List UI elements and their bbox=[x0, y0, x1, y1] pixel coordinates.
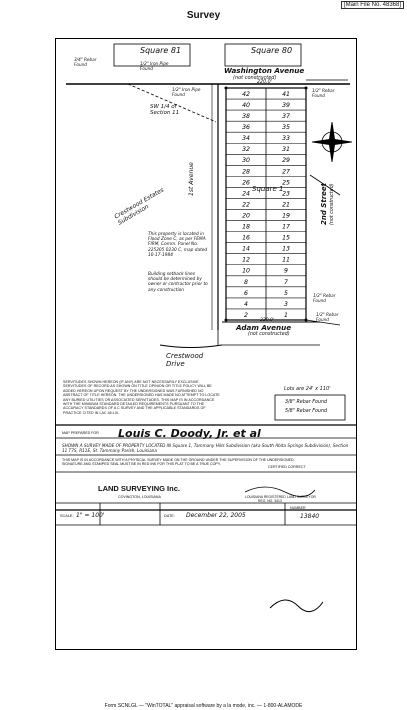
lot-number: 19 bbox=[282, 212, 290, 220]
crestwood-drive-label: Crestwood Drive bbox=[166, 352, 204, 368]
prepared-for-label: MAP PREPARED FOR bbox=[62, 431, 99, 435]
washington-sub-label: (not constructed) bbox=[233, 75, 277, 81]
lot-number: 5 bbox=[284, 289, 288, 297]
second-street-label: 2nd Street bbox=[320, 183, 328, 225]
rebar-label-2: 1/2" Iron Pipe Found bbox=[140, 61, 169, 71]
flood-zone-note: This property is located in Flood Zone C, as per FEMA FIRM, Comm. Panel No. 225205 0230 C, map dated 10-17-1984 bbox=[148, 232, 208, 258]
lot-number: 25 bbox=[282, 179, 290, 187]
second-street-sub: (not constructed) bbox=[330, 183, 335, 225]
lot-number: 17 bbox=[282, 223, 290, 231]
rebar-label-4: 1/2" Rebar Found bbox=[312, 88, 335, 98]
lot-number: 15 bbox=[282, 234, 290, 242]
lot-number: 23 bbox=[282, 190, 290, 198]
lot-number: 4 bbox=[244, 300, 248, 308]
page-footer: Form SCNLGL — "WinTOTAL" appraisal software by a la mode, inc. — 1-800-ALAMODE bbox=[104, 703, 303, 709]
surveyor-reg: REG. NO. 3413 bbox=[258, 499, 282, 503]
adam-sub-label: (not constructed) bbox=[248, 332, 290, 337]
date-label: DATE: bbox=[164, 514, 175, 518]
lot-number: 14 bbox=[242, 245, 250, 253]
lot-number: 36 bbox=[242, 124, 250, 132]
lots-size-label: Lots are 24' x 110' bbox=[284, 386, 331, 392]
certified-correct-label: CERTIFIED CORRECT bbox=[268, 465, 306, 469]
lot-number: 40 bbox=[242, 102, 250, 110]
date-value: December 22, 2005 bbox=[186, 512, 246, 519]
surveyor-caption: LOUISIANA REGISTERED LAND SURVEYOR bbox=[245, 495, 316, 499]
number-value: 13840 bbox=[300, 513, 320, 520]
lot-number: 41 bbox=[282, 90, 290, 98]
lot-number: 31 bbox=[282, 146, 290, 154]
lot-number: 21 bbox=[282, 201, 290, 209]
lot-number: 42 bbox=[242, 90, 250, 98]
lot-number: 2 bbox=[244, 311, 248, 319]
lot-number: 35 bbox=[282, 124, 290, 132]
company-city: COVINGTON, LOUISIANA bbox=[118, 495, 161, 499]
rebar-label-5: 1/2" Rebar Found bbox=[313, 293, 336, 303]
lot-number: 10 bbox=[242, 267, 250, 275]
lot-number: 6 bbox=[244, 289, 248, 297]
crestwood-estates-label: Crestwood Estates Subdivision bbox=[113, 186, 166, 227]
lot-number: 9 bbox=[284, 267, 288, 275]
lot-number: 24 bbox=[242, 190, 250, 198]
lot-number: 1 bbox=[284, 311, 288, 319]
adam-avenue-label: Adam Avenue bbox=[236, 323, 292, 332]
lot-number: 34 bbox=[242, 135, 250, 143]
lot-number: 12 bbox=[242, 256, 250, 264]
scale-value: 1" = 100' bbox=[76, 512, 105, 519]
number-label: NUMBER bbox=[290, 506, 306, 510]
lot-number: 3 bbox=[284, 300, 288, 308]
legend-item-1: 3/8" Rebar Found bbox=[285, 400, 328, 405]
rebar-label-6: 1/2" Rebar Found bbox=[316, 312, 339, 322]
lot-number: 38 bbox=[242, 113, 250, 121]
property-description: SHOWN A SURVEY MADE OF PROPERTY LOCATED IN Square 1, Tammany Hills Subdivision (aka South Abita Springs Subdivision), Section 11 T7S, R11E, St. Tammany Parish, Louisiana bbox=[62, 443, 349, 453]
client-name: Louis C. Doody, Jr. et al bbox=[118, 427, 261, 440]
lot-number: 39 bbox=[282, 102, 290, 110]
lot-number: 33 bbox=[282, 135, 290, 143]
lot-number: 30 bbox=[242, 157, 250, 165]
lot-number: 28 bbox=[242, 168, 250, 176]
lot-number: 32 bbox=[242, 146, 250, 154]
lot-number: 37 bbox=[282, 113, 290, 121]
servitude-notes: SERVITUDES SHOWN HEREON (IF ANY) ARE NOT NECESSARILY EXCLUSIVE. SERVITUDES OF RECORD AS SHOWN ON TITLE OPINION OR TITLE POLICY WILL BE ADDED HEREON UPON REQUEST BY THE UNDERSIGNED WAS FURNISHED NO ABSTRACT OF TITLE HEREON. THE UNDERSIGNED HAS MADE NO ATTEMPT TO LOCATE ANY BURIED UTILITIES OR ASSOCIATED SERVITUDES. THIS MAP IS IN ACCORDANCE WITH THE MINIMUM STANDARD DETAILED REQUIREMENTS PURSUANT TO THE ACCURACY STANDARDS OF A C SURVEY AND THE APPLICABLE STANDARDS OF PRACTICE CITED IN LAC 46:LXI. bbox=[63, 380, 220, 415]
scale-label: SCALE: bbox=[60, 514, 74, 518]
certification-text: THIS MAP IS IN ACCORDANCE WITH A PHYSICAL SURVEY MADE ON THE GROUND UNDER THE SUPERVISION OF THE UNDERSIGNED. SIGNATURE AND STAMPED SEAL MUST BE IN RED INK FOR THIS PLAT TO BE A TRUE COPY. bbox=[62, 458, 295, 467]
lot-number: 18 bbox=[242, 223, 250, 231]
lot-number: 8 bbox=[244, 278, 248, 286]
rebar-label-3: 1/2" Iron Pipe Found bbox=[172, 87, 201, 97]
setback-note: Building setback lines should be determined by owner or contractor prior to any construction bbox=[148, 272, 208, 293]
square-1-label: Square 1 bbox=[252, 185, 284, 193]
lot-number: 27 bbox=[282, 168, 290, 176]
lot-number: 22 bbox=[242, 201, 250, 209]
file-number: [Main File No. 48368] bbox=[341, 1, 404, 9]
lot-number: 13 bbox=[282, 245, 290, 253]
first-avenue-label: 1st Avenue bbox=[188, 162, 195, 196]
square-81-label: Square 81 bbox=[140, 46, 182, 55]
adam-dim: 220.0' bbox=[260, 318, 275, 323]
lot-number: 11 bbox=[282, 256, 290, 264]
legend-item-2: 5/8" Rebar Found bbox=[285, 409, 328, 414]
page-title: Survey bbox=[186, 10, 221, 21]
lot-number: 26 bbox=[242, 179, 250, 187]
rebar-label-1: 3/4" Rebar Found bbox=[74, 57, 97, 67]
lot-number: 20 bbox=[242, 212, 250, 220]
company-name: LAND SURVEYING Inc. bbox=[98, 484, 180, 493]
square-80-label: Square 80 bbox=[251, 46, 293, 55]
lot-number: 7 bbox=[284, 278, 288, 286]
washington-dim: 220.0' bbox=[257, 80, 273, 85]
washington-avenue-label: Washington Avenue bbox=[224, 66, 305, 75]
lot-number: 16 bbox=[242, 234, 250, 242]
lot-number: 29 bbox=[282, 157, 290, 165]
sw14-label: SW 1/4 of Section 11 bbox=[150, 104, 180, 116]
